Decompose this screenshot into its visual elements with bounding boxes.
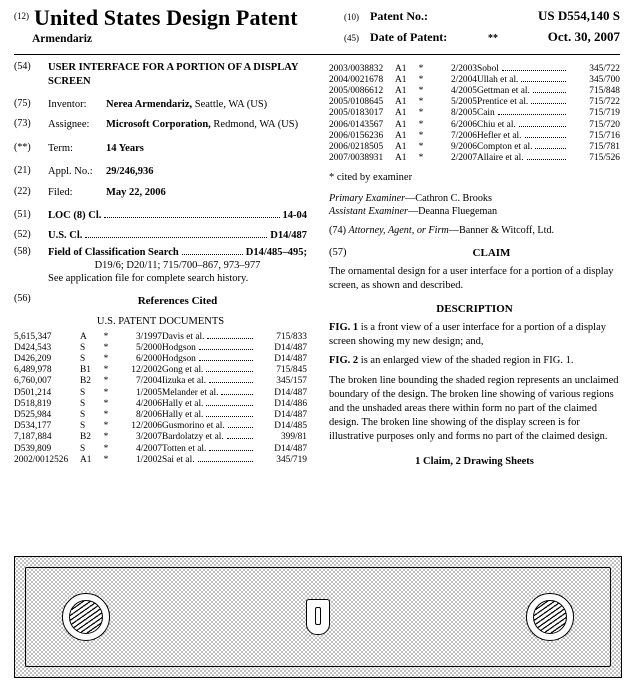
reference-kind-code: A1 bbox=[395, 108, 407, 119]
reference-classification: 715/833 bbox=[276, 331, 307, 342]
dot-leader bbox=[85, 236, 267, 238]
reference-kind-code: A1 bbox=[395, 74, 407, 85]
reference-row bbox=[14, 421, 307, 432]
reference-assignee-name: Compton et al. bbox=[477, 141, 568, 152]
reference-patent-number: D424,543 bbox=[14, 342, 52, 353]
reference-row bbox=[329, 74, 620, 85]
invention-title-field bbox=[14, 61, 307, 88]
reference-star: * bbox=[103, 454, 109, 465]
claims-and-sheets: 1 Claim, 2 Drawing Sheets bbox=[415, 455, 534, 467]
header-divider bbox=[14, 54, 620, 55]
references-cited-field bbox=[14, 293, 307, 309]
reference-date: 8/2005 bbox=[450, 108, 477, 119]
filed-field bbox=[14, 186, 307, 199]
reference-classification: 345/157 bbox=[276, 376, 307, 387]
reference-date: 2/2007 bbox=[450, 153, 477, 164]
reference-star: * bbox=[103, 398, 109, 409]
reference-star: * bbox=[418, 130, 424, 141]
fig1-text: is a front view of a user interface for a portion of a display screen showing my new design; and, bbox=[329, 321, 606, 347]
reference-classification: 715/526 bbox=[589, 153, 620, 164]
loc-class-label: LOC (8) Cl. bbox=[48, 209, 102, 221]
title-row bbox=[14, 6, 344, 29]
reference-row bbox=[14, 398, 307, 409]
filed-label: Filed: bbox=[48, 186, 73, 198]
reference-patent-number: 2005/0183017 bbox=[329, 108, 384, 119]
fig2-text: is an enlarged view of the shaded region in FIG. 1. bbox=[358, 355, 574, 367]
us-class-field bbox=[14, 229, 307, 242]
reference-assignee-name: Sai et al. bbox=[162, 454, 255, 465]
reference-classification: 715/720 bbox=[589, 119, 620, 130]
reference-patent-number: 6,760,007 bbox=[14, 376, 52, 387]
inventor-surname: Armendariz bbox=[32, 33, 93, 46]
reference-kind-code: A bbox=[80, 331, 87, 342]
code-74: (74) bbox=[329, 225, 346, 237]
field-of-search-label: Field of Classification Search bbox=[48, 247, 179, 259]
field-of-search-value-1: D14/485–495; bbox=[245, 247, 307, 259]
reference-date: 4/2006 bbox=[135, 398, 162, 409]
reference-star: * bbox=[103, 365, 109, 376]
filed-content bbox=[48, 186, 307, 199]
code-54: (54) bbox=[14, 61, 31, 72]
reference-assignee-name: Allaire et al. bbox=[477, 153, 568, 164]
reference-row bbox=[14, 342, 307, 353]
reference-kind-code: S bbox=[80, 354, 86, 364]
left-circular-control-icon bbox=[62, 593, 110, 641]
assistant-examiner-label: Assistant Examiner bbox=[329, 206, 408, 218]
reference-star: * bbox=[103, 409, 109, 420]
reference-classification: 715/719 bbox=[589, 108, 620, 119]
reference-kind-code: A1 bbox=[395, 153, 407, 164]
reference-assignee-name: Gong et al. bbox=[162, 365, 255, 376]
reference-star: * bbox=[418, 97, 424, 108]
patent-number-row bbox=[344, 8, 620, 24]
reference-assignee-name: Gettman et al. bbox=[477, 85, 568, 96]
appl-no-value: 29/246,936 bbox=[106, 165, 154, 177]
inventor-field bbox=[14, 98, 307, 111]
reference-kind-code: A1 bbox=[80, 454, 92, 465]
reference-date: 1/2005 bbox=[135, 387, 162, 398]
us-patent-documents-heading: U.S. PATENT DOCUMENTS bbox=[96, 316, 225, 328]
reference-classification: 345/722 bbox=[589, 63, 620, 74]
date-of-patent-label: Date of Patent: bbox=[370, 30, 448, 44]
reference-date: 4/2007 bbox=[135, 443, 162, 454]
loc-class-value: 14-04 bbox=[282, 209, 307, 221]
reference-star: * bbox=[418, 74, 424, 85]
reference-assignee-name: Davis et al. bbox=[162, 331, 255, 342]
field-of-search-note: See application file for complete search history. bbox=[48, 273, 249, 285]
reference-kind-code: S bbox=[80, 409, 86, 420]
reference-date: 6/2006 bbox=[450, 119, 477, 130]
term-label: Term: bbox=[48, 142, 73, 154]
reference-row bbox=[14, 409, 307, 420]
reference-assignee-name: Melander et al. bbox=[162, 387, 255, 398]
appl-no-label: Appl. No.: bbox=[48, 165, 93, 177]
reference-star: * bbox=[103, 421, 109, 432]
description-heading: DESCRIPTION bbox=[436, 302, 513, 315]
reference-date: 6/2000 bbox=[135, 354, 162, 364]
description-fig1 bbox=[329, 321, 620, 349]
reference-row bbox=[14, 365, 307, 376]
reference-row bbox=[329, 141, 620, 152]
attorney-label: Attorney, Agent, or Firm bbox=[348, 225, 449, 237]
appl-no-field bbox=[14, 165, 307, 178]
reference-date: 8/2006 bbox=[135, 409, 162, 420]
reference-row bbox=[329, 63, 620, 74]
dot-leader bbox=[182, 253, 243, 255]
reference-patent-number: 2007/0038931 bbox=[329, 153, 384, 164]
reference-date: 3/1997 bbox=[135, 331, 162, 342]
fig2-label: FIG. 2 bbox=[329, 355, 359, 367]
cited-by-examiner-note: * cited by examiner bbox=[329, 171, 413, 183]
filed-value: May 22, 2006 bbox=[106, 186, 166, 198]
reference-classification: 345/700 bbox=[589, 74, 620, 85]
reference-date: 7/2006 bbox=[450, 130, 477, 141]
reference-classification: 345/719 bbox=[276, 454, 307, 465]
reference-row bbox=[14, 331, 307, 342]
reference-row bbox=[14, 443, 307, 454]
reference-patent-number: 2006/0156236 bbox=[329, 130, 384, 141]
reference-patent-number: 5,615,347 bbox=[14, 331, 52, 342]
inventor-location: Seattle, WA (US) bbox=[192, 99, 268, 111]
reference-star: * bbox=[103, 432, 109, 443]
assistant-examiner-name: —Deanna Fluegeman bbox=[407, 206, 498, 218]
reference-assignee-name: Totten et al. bbox=[162, 443, 255, 454]
reference-date: 4/2005 bbox=[450, 85, 477, 96]
reference-assignee-name: Iizuka et al. bbox=[162, 376, 255, 387]
reference-assignee-name: Hodgson bbox=[162, 342, 255, 353]
references-table-left bbox=[14, 331, 307, 465]
reference-kind-code: S bbox=[80, 342, 86, 353]
reference-classification: D14/487 bbox=[274, 443, 307, 454]
reference-kind-code: A1 bbox=[395, 85, 407, 96]
reference-date: 2/2003 bbox=[450, 63, 477, 74]
reference-kind-code: B2 bbox=[80, 376, 91, 387]
term-content bbox=[48, 142, 307, 155]
reference-assignee-name: Hodgson bbox=[162, 353, 255, 364]
code-73: (73) bbox=[14, 118, 31, 130]
reference-row bbox=[329, 85, 620, 96]
reference-kind-code: S bbox=[80, 387, 86, 398]
code-45: (45) bbox=[344, 33, 359, 43]
assignee-location: Redmond, WA (US) bbox=[210, 119, 299, 131]
assignee-label: Assignee: bbox=[48, 119, 90, 131]
reference-patent-number: D534,177 bbox=[14, 421, 52, 432]
us-class-label: U.S. Cl. bbox=[48, 230, 83, 242]
reference-patent-number: 2006/0218505 bbox=[329, 141, 384, 152]
reference-assignee-name: Gusmorino et al. bbox=[162, 421, 255, 432]
page-title: United States Design Patent bbox=[34, 5, 298, 30]
patent-number-label: Patent No.: bbox=[370, 9, 428, 23]
reference-kind-code: A1 bbox=[395, 141, 407, 152]
references-table-right bbox=[329, 63, 620, 164]
reference-row bbox=[329, 130, 620, 141]
assignee-name: Microsoft Corporation, bbox=[106, 119, 211, 131]
reference-kind-code: A1 bbox=[395, 119, 407, 130]
reference-star: * bbox=[418, 141, 424, 152]
patent-header bbox=[0, 0, 634, 50]
reference-star: * bbox=[418, 63, 424, 74]
reference-assignee-name: Sobol bbox=[477, 63, 568, 74]
loc-class-field bbox=[14, 209, 307, 222]
reference-row bbox=[329, 119, 620, 130]
center-shield-icon bbox=[306, 599, 330, 635]
inventor-name: Nerea Armendariz, bbox=[106, 99, 193, 111]
reference-assignee-name: Chiu et al. bbox=[477, 119, 568, 130]
reference-row bbox=[14, 387, 307, 398]
reference-date: 7/2004 bbox=[135, 376, 162, 387]
reference-date: 2/2004 bbox=[450, 74, 477, 85]
primary-examiner-label: Primary Examiner bbox=[329, 192, 406, 204]
field-of-search bbox=[14, 246, 307, 259]
reference-star: * bbox=[103, 331, 109, 342]
reference-row bbox=[329, 108, 620, 119]
reference-patent-number: 2004/0021678 bbox=[329, 74, 384, 85]
description-broken-line: The broken line bounding the shaded region represents an unclaimed boundary of the design. The broken line showing of various regions and the unshaded areas there within form no part of the claimed design. The broken line showing of the display screen is for illustrative purposes only and forms no part of the claimed design. bbox=[329, 375, 619, 442]
reference-patent-number: 2002/0012526 bbox=[14, 454, 69, 465]
reference-classification: 715/845 bbox=[276, 365, 307, 376]
reference-classification: 715/848 bbox=[589, 85, 620, 96]
reference-star: * bbox=[103, 342, 109, 353]
reference-patent-number: 2005/0108645 bbox=[329, 97, 384, 108]
reference-date: 5/2000 bbox=[135, 342, 162, 353]
code-52: (52) bbox=[14, 229, 31, 241]
body-columns bbox=[0, 61, 634, 467]
fig1-label: FIG. 1 bbox=[329, 321, 359, 333]
reference-classification: D14/487 bbox=[274, 342, 307, 353]
reference-date: 1/2002 bbox=[135, 454, 162, 465]
reference-star: * bbox=[418, 108, 424, 119]
date-of-patent-value: Oct. 30, 2007 bbox=[547, 29, 620, 44]
reference-kind-code: A1 bbox=[395, 63, 407, 74]
claim-heading: CLAIM bbox=[472, 246, 511, 259]
reference-date: 9/2006 bbox=[450, 141, 477, 152]
code-75: (75) bbox=[14, 98, 31, 110]
reference-classification: D14/486 bbox=[274, 398, 307, 409]
reference-star: * bbox=[103, 443, 109, 454]
patent-drawing-figure bbox=[14, 556, 622, 678]
code-term: (**) bbox=[14, 141, 31, 153]
reference-star: * bbox=[103, 376, 109, 387]
code-12: (12) bbox=[14, 11, 29, 21]
reference-patent-number: D525,984 bbox=[14, 409, 52, 420]
reference-star: * bbox=[103, 354, 109, 364]
header-right bbox=[344, 6, 620, 50]
reference-assignee-name: Ullah et al. bbox=[477, 74, 568, 85]
reference-classification: 715/781 bbox=[589, 141, 620, 152]
reference-assignee-name: Bardolatzy et al. bbox=[162, 432, 255, 443]
reference-classification: 399/81 bbox=[280, 432, 307, 443]
term-field bbox=[14, 142, 307, 155]
code-58: (58) bbox=[14, 246, 31, 258]
reference-kind-code: S bbox=[80, 421, 86, 432]
primary-examiner-name: —Cathron C. Brooks bbox=[405, 192, 492, 204]
claim-heading-row bbox=[329, 247, 620, 259]
drawing-area bbox=[14, 556, 620, 676]
drawing-inner-frame bbox=[25, 567, 611, 667]
appl-no-content bbox=[48, 165, 307, 178]
reference-kind-code: S bbox=[80, 443, 86, 454]
reference-kind-code: S bbox=[80, 398, 86, 409]
reference-classification: D14/485 bbox=[274, 421, 307, 432]
code-56: (56) bbox=[14, 293, 31, 305]
reference-classification: D14/487 bbox=[274, 409, 307, 420]
code-22: (22) bbox=[14, 185, 31, 197]
description-fig2 bbox=[329, 354, 620, 368]
reference-row bbox=[14, 454, 307, 465]
assignee-field bbox=[14, 118, 307, 131]
primary-examiner-line bbox=[329, 192, 620, 206]
reference-date: 12/2002 bbox=[131, 365, 162, 376]
reference-date: 3/2007 bbox=[135, 432, 162, 443]
inventor-content bbox=[48, 98, 307, 111]
field-of-search-value-2: D19/6; D20/11; 715/700–867, 973–977 bbox=[94, 260, 261, 272]
reference-star: * bbox=[103, 387, 109, 398]
reference-patent-number: 2003/0038832 bbox=[329, 63, 384, 74]
reference-assignee-name: Cain bbox=[477, 108, 568, 119]
left-column bbox=[14, 61, 317, 467]
reference-patent-number: 6,489,978 bbox=[14, 365, 52, 376]
reference-assignee-name: Hally et al. bbox=[162, 409, 255, 420]
reference-patent-number: 2005/0086612 bbox=[329, 85, 384, 96]
reference-patent-number: 7,187,884 bbox=[14, 432, 52, 443]
reference-kind-code: B2 bbox=[80, 432, 91, 443]
code-10: (10) bbox=[344, 12, 359, 22]
reference-patent-number: D501,214 bbox=[14, 387, 52, 398]
assistant-examiner-line bbox=[329, 205, 620, 219]
right-circular-control-icon bbox=[526, 593, 574, 641]
reference-kind-code: A1 bbox=[395, 130, 407, 141]
reference-date: 12/2006 bbox=[131, 421, 162, 432]
term-disclaimer-stars: ** bbox=[488, 33, 498, 44]
code-21: (21) bbox=[14, 164, 31, 176]
reference-star: * bbox=[418, 153, 424, 164]
reference-classification: D14/487 bbox=[274, 387, 307, 398]
reference-kind-code: B1 bbox=[80, 365, 91, 376]
dot-leader bbox=[104, 216, 279, 218]
reference-row bbox=[14, 376, 307, 387]
reference-classification: D14/487 bbox=[274, 354, 307, 364]
invention-title: USER INTERFACE FOR A PORTION OF A DISPLAY SCREEN bbox=[48, 62, 299, 87]
date-of-patent-row bbox=[344, 29, 620, 45]
patent-number-value: US D554,140 S bbox=[538, 8, 620, 23]
reference-patent-number: D518,819 bbox=[14, 398, 52, 409]
reference-classification: 715/716 bbox=[589, 130, 620, 141]
examiner-block bbox=[329, 192, 620, 220]
reference-assignee-name: Hally et al. bbox=[162, 398, 255, 409]
reference-patent-number: 2006/0143567 bbox=[329, 119, 384, 130]
reference-row bbox=[329, 153, 620, 164]
claim-text: The ornamental design for a user interface for a portion of a display screen, as shown and described. bbox=[329, 265, 614, 291]
reference-patent-number: D426,209 bbox=[14, 354, 52, 364]
attorney-line bbox=[329, 224, 620, 238]
reference-row bbox=[14, 353, 307, 364]
reference-assignee-name: Prentice et al. bbox=[477, 97, 568, 108]
attorney-value: —Banner & Witcoff, Ltd. bbox=[448, 225, 555, 237]
reference-classification: 715/722 bbox=[589, 97, 620, 108]
reference-star: * bbox=[418, 119, 424, 130]
references-cited-heading: References Cited bbox=[137, 295, 218, 308]
us-class-value: D14/487 bbox=[270, 230, 307, 242]
reference-row bbox=[14, 432, 307, 443]
term-value: 14 Years bbox=[106, 142, 144, 154]
reference-patent-number: D539,809 bbox=[14, 443, 52, 454]
code-51: (51) bbox=[14, 208, 31, 220]
reference-date: 5/2005 bbox=[450, 97, 477, 108]
assignee-content bbox=[48, 118, 307, 131]
reference-star: * bbox=[418, 85, 424, 96]
right-column bbox=[317, 61, 620, 467]
code-57: (57) bbox=[329, 246, 347, 258]
reference-row bbox=[329, 97, 620, 108]
reference-kind-code: A1 bbox=[395, 97, 407, 108]
header-left bbox=[14, 6, 344, 45]
inventor-label: Inventor: bbox=[48, 99, 87, 111]
reference-assignee-name: Hefler et al. bbox=[477, 130, 568, 141]
